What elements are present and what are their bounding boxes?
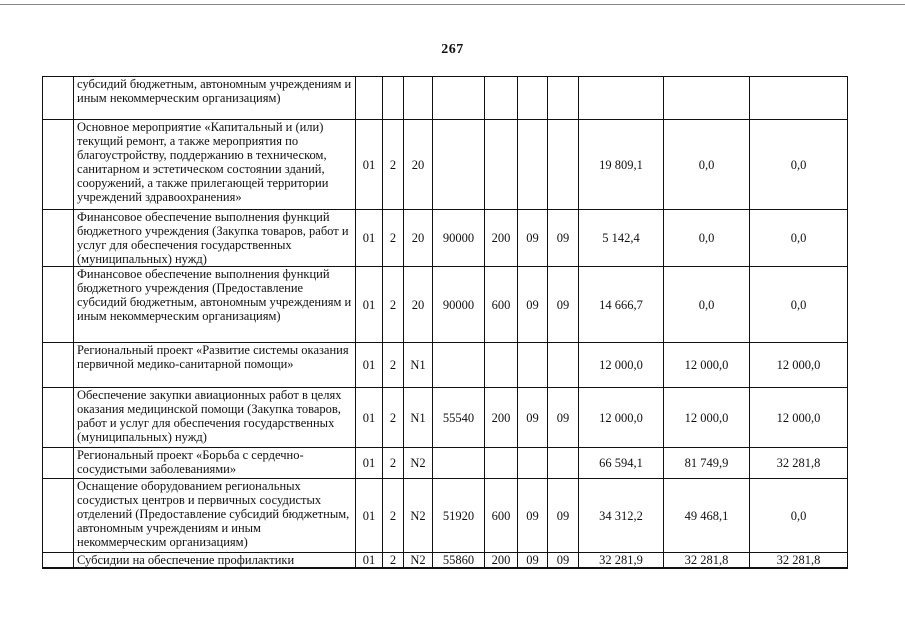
row-index-cell [43,388,74,448]
subprogram-code: 2 [383,210,404,267]
subprogram-code: 2 [383,267,404,343]
amount-year-2: 0,0 [664,210,750,267]
activity-code: N1 [404,343,433,388]
subprogram-code: 2 [383,343,404,388]
subprogram-code [383,77,404,120]
direction-code [433,120,485,210]
program-code: 01 [356,120,383,210]
expense-type-code: 600 [485,479,518,553]
table-row [43,77,848,120]
row-name: Финансовое обеспечение выполнения функций бюджетного учреждения (Предоставление субсидий бюджетным, автономным учреждениям и иным некоммерческим организациям) [74,267,356,343]
amount-year-2 [664,77,750,120]
amount-year-2: 32 281,8 [664,553,750,569]
row-name: Региональный проект «Борьба с сердечно-сосудистыми заболеваниями» [74,448,356,479]
table-row [43,343,848,388]
section-code [518,343,548,388]
subprogram-code: 2 [383,120,404,210]
activity-code [404,77,433,120]
section-code [518,77,548,120]
subsection-code: 09 [548,388,579,448]
direction-code: 55860 [433,553,485,569]
amount-year-2: 49 468,1 [664,479,750,553]
program-code: 01 [356,448,383,479]
amount-year-3: 0,0 [750,479,848,553]
row-index-cell [43,210,74,267]
row-index-cell [43,448,74,479]
row-name: Обеспечение закупки авиационных работ в целях оказания медицинской помощи (Закупка товаров, работ и услуг для обеспечения государственных (муниципальных) нужд) [74,388,356,448]
subprogram-code: 2 [383,448,404,479]
subprogram-code: 2 [383,388,404,448]
subprogram-code: 2 [383,479,404,553]
row-index-cell [43,120,74,210]
subsection-code [548,77,579,120]
direction-code: 90000 [433,267,485,343]
amount-year-2: 0,0 [664,267,750,343]
section-code: 09 [518,388,548,448]
expense-type-code [485,343,518,388]
amount-year-3: 0,0 [750,120,848,210]
row-index-cell [43,553,74,569]
row-index-cell [43,479,74,553]
amount-year-1: 12 000,0 [579,343,664,388]
direction-code [433,448,485,479]
row-name: Региональный проект «Развитие системы оказания первичной медико-санитарной помощи» [74,343,356,388]
activity-code: N2 [404,479,433,553]
amount-year-1: 12 000,0 [579,388,664,448]
expense-type-code [485,120,518,210]
amount-year-2: 81 749,9 [664,448,750,479]
subsection-code: 09 [548,553,579,569]
section-code [518,120,548,210]
subsection-code [548,120,579,210]
expense-type-code: 200 [485,210,518,267]
amount-year-1 [579,77,664,120]
expense-type-code [485,77,518,120]
direction-code [433,343,485,388]
amount-year-3: 32 281,8 [750,448,848,479]
table-row [43,448,848,479]
amount-year-1: 32 281,9 [579,553,664,569]
activity-code: N2 [404,448,433,479]
row-name: Оснащение оборудованием региональных сосудистых центров и первичных сосудистых отделений (Предоставление субсидий бюджетным, автономным учреждениям и иным некоммерческим организациям) [74,479,356,553]
section-code: 09 [518,267,548,343]
subsection-code: 09 [548,210,579,267]
row-name: Субсидии на обеспечение профилактики [74,553,356,569]
activity-code: N1 [404,388,433,448]
program-code: 01 [356,267,383,343]
row-index-cell [43,343,74,388]
amount-year-2: 0,0 [664,120,750,210]
expense-type-code: 200 [485,553,518,569]
program-code: 01 [356,210,383,267]
table-row [43,388,848,448]
amount-year-3: 12 000,0 [750,343,848,388]
amount-year-2: 12 000,0 [664,388,750,448]
section-code: 09 [518,479,548,553]
amount-year-1: 66 594,1 [579,448,664,479]
amount-year-1: 5 142,4 [579,210,664,267]
section-code [518,448,548,479]
amount-year-3: 32 281,8 [750,553,848,569]
program-code: 01 [356,553,383,569]
amount-year-3 [750,77,848,120]
program-code [356,77,383,120]
direction-code: 90000 [433,210,485,267]
table-row [43,553,848,569]
expense-type-code: 200 [485,388,518,448]
program-code: 01 [356,343,383,388]
table-row [43,267,848,343]
program-code: 01 [356,479,383,553]
row-index-cell [43,267,74,343]
subsection-code [548,343,579,388]
activity-code: 20 [404,120,433,210]
section-code: 09 [518,210,548,267]
activity-code: 20 [404,267,433,343]
expense-type-code [485,448,518,479]
amount-year-2: 12 000,0 [664,343,750,388]
amount-year-1: 34 312,2 [579,479,664,553]
row-name: Основное мероприятие «Капитальный и (или) текущий ремонт, а также мероприятия по благоустройству, поддержанию в техническом, санитарном и эстетическом состоянии зданий, сооружений, а также прилегающей территории учреждений здравоохранения» [74,120,356,210]
row-name: субсидий бюджетным, автономным учреждениям и иным некоммерческим организациям) [74,77,356,120]
direction-code [433,77,485,120]
page-number: 267 [441,42,464,57]
table-row [43,210,848,267]
amount-year-1: 19 809,1 [579,120,664,210]
direction-code: 55540 [433,388,485,448]
amount-year-3: 0,0 [750,210,848,267]
subsection-code [548,448,579,479]
row-name: Финансовое обеспечение выполнения функций бюджетного учреждения (Закупка товаров, работ и услуг для обеспечения государственных (муниципальных) нужд) [74,210,356,267]
row-index-cell [43,77,74,120]
subsection-code: 09 [548,479,579,553]
activity-code: 20 [404,210,433,267]
amount-year-3: 12 000,0 [750,388,848,448]
table-row [43,479,848,553]
expense-type-code: 600 [485,267,518,343]
activity-code: N2 [404,553,433,569]
direction-code: 51920 [433,479,485,553]
subprogram-code: 2 [383,553,404,569]
budget-table [42,76,848,569]
top-edge-rule [0,4,905,5]
subsection-code: 09 [548,267,579,343]
program-code: 01 [356,388,383,448]
table-row [43,120,848,210]
amount-year-1: 14 666,7 [579,267,664,343]
amount-year-3: 0,0 [750,267,848,343]
section-code: 09 [518,553,548,569]
